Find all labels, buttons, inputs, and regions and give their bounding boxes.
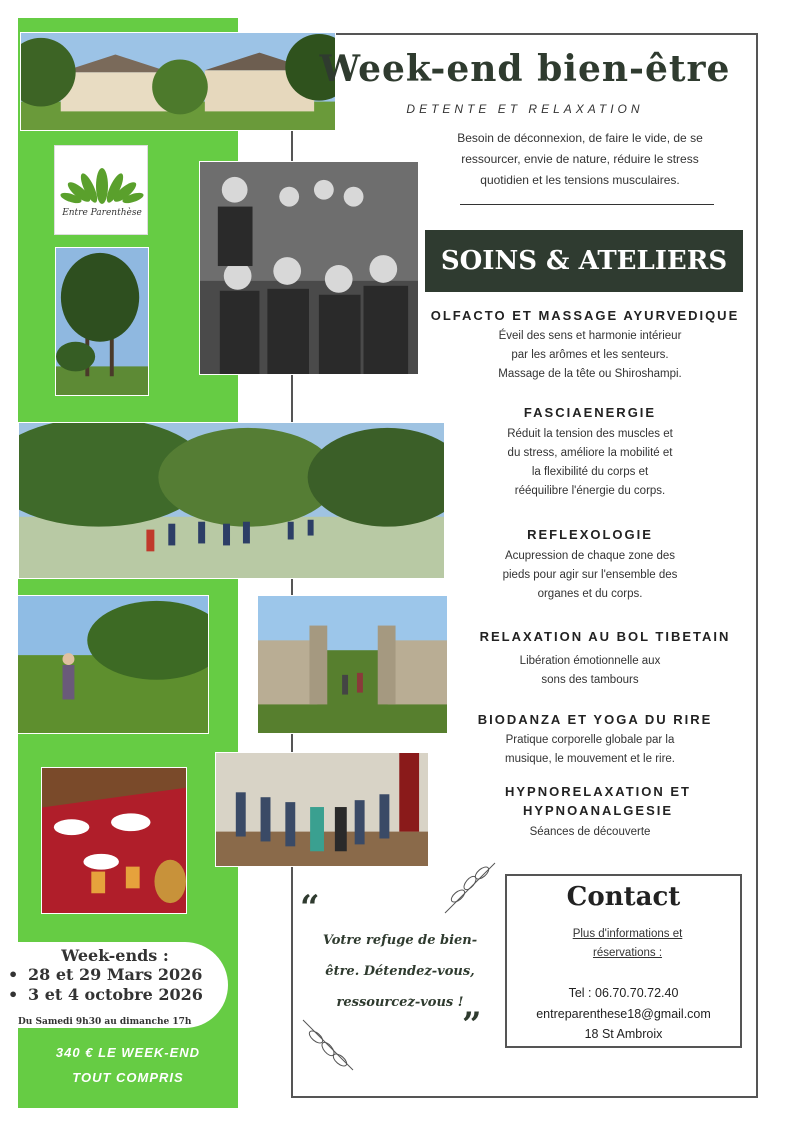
contact-title: Contact: [566, 882, 681, 912]
section-biodanza-title: BIODANZA ET YOGA DU RIRE: [477, 712, 713, 727]
page-title: Week-end bien-être: [319, 48, 731, 90]
section-olfacto-body: Éveil des sens et harmonie intérieur par les arômes et les senteurs. Massage de la tête ou Shiroshampi.: [498, 330, 682, 380]
soins-ateliers-banner: SOINS & ATELIERS: [425, 230, 743, 292]
quote-close-icon: ”: [462, 1005, 482, 1045]
section-biodanza-body: Pratique corporelle globale par la musique, le mouvement et le rire.: [504, 734, 676, 765]
section-reflexologie-title: REFLEXOLOGIE: [527, 527, 653, 542]
logo-name: Entre Parenthèse: [62, 208, 142, 218]
walking-group-field-photo: [18, 422, 445, 579]
weekend-hours: Du Samedi 9h30 au dimanche 17h: [18, 1017, 192, 1027]
intro-text: Besoin de déconnexion, de faire le vide, de se ressourcer, envie de nature, réduire le stress quotidien et les tensions musculaires.: [457, 131, 703, 187]
dance-room-photo: [215, 752, 429, 867]
stone-gate-photo: [257, 595, 448, 734]
section-bol-tibetain-title: RELAXATION AU BOL TIBETAIN: [479, 629, 731, 644]
section-hypno-title: HYPNORELAXATION ET HYPNOANALGESIE: [505, 784, 691, 818]
chateau-photo: [20, 32, 336, 131]
group-photo-bw: [199, 161, 419, 375]
weekend-date-1: • 28 et 29 Mars 2026: [8, 965, 203, 984]
leaf-branch-icon: [298, 1015, 358, 1075]
price-text: 340 € LE WEEK-END TOUT COMPRIS: [55, 1045, 201, 1085]
contact-info-link[interactable]: Plus d'informations et réservations :: [572, 928, 683, 959]
contact-phone: Tel : 06.70.70.72.40: [568, 986, 679, 1000]
contact-address: 18 St Ambroix: [584, 1027, 663, 1041]
weekend-date-2: • 3 et 4 octobre 2026: [8, 985, 203, 1004]
section-fasciaenergie-title: FASCIAENERGIE: [523, 405, 657, 420]
contact-email[interactable]: entreparenthese18@gmail.com: [536, 1007, 711, 1021]
tall-trees-photo: [55, 247, 149, 396]
section-olfacto-title: OLFACTO ET MASSAGE AYURVEDIQUE: [430, 308, 740, 323]
forest-path-photo: [17, 595, 209, 734]
section-reflexologie-body: Acupression de chaque zone des pieds pour agir sur l'ensemble des organes et du corps.: [502, 550, 678, 600]
breakfast-table-photo: [41, 767, 187, 914]
entre-parenthese-logo: [54, 145, 148, 235]
section-bol-tibetain-body: Libération émotionnelle aux sons des tambours: [519, 655, 661, 686]
leaf-branch-icon: [440, 858, 500, 918]
page-subtitle: DETENTE ET RELAXATION: [406, 102, 644, 116]
section-fasciaenergie-body: Réduit la tension des muscles et du stress, améliore la mobilité et la flexibilité du corps et rééquilibre l'énergie du corps.: [507, 428, 673, 497]
section-hypno-body: Séances de découverte: [529, 826, 651, 838]
divider: [460, 204, 714, 205]
quote-open-icon: “: [300, 888, 320, 928]
quote-text: Votre refuge de bien- être. Détendez-vous, ressourcez-vous !: [322, 933, 478, 1010]
weekends-title: Week-ends :: [61, 946, 169, 965]
